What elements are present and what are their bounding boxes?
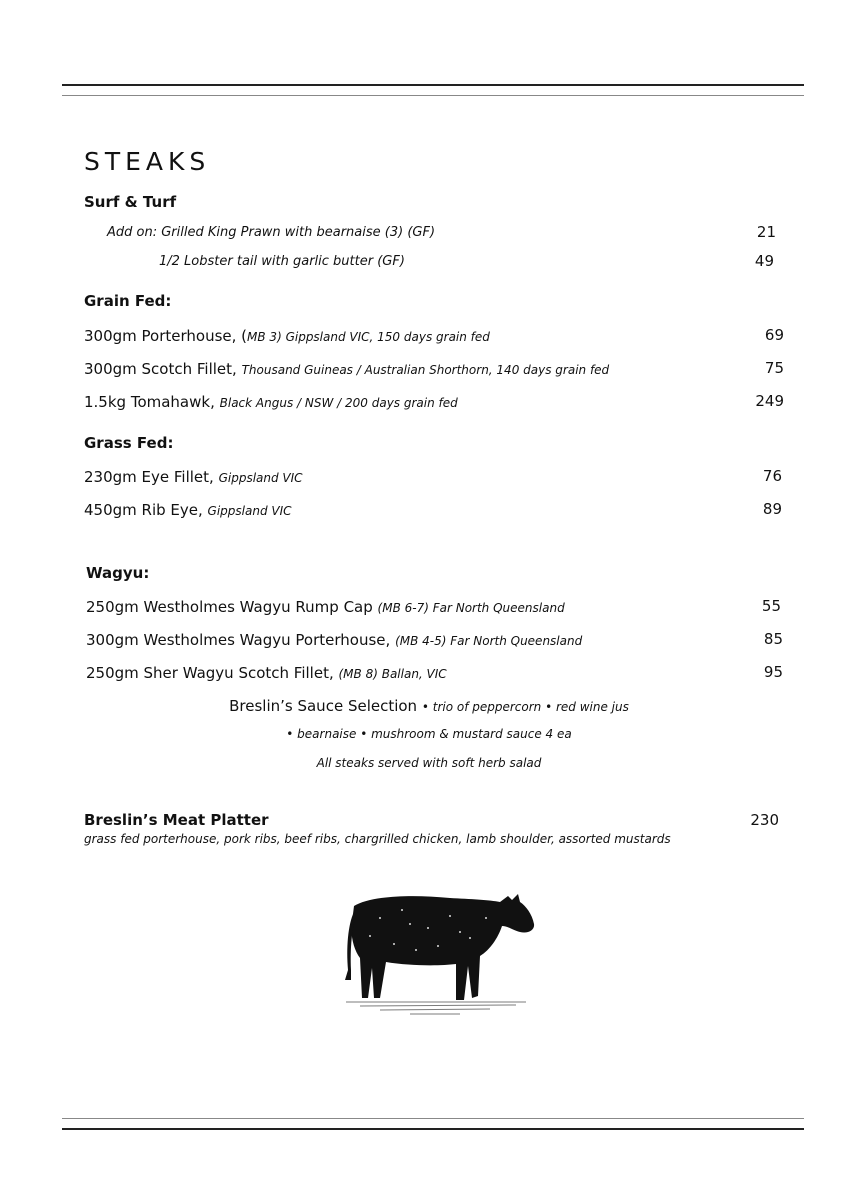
section-grain-fed: Grain Fed: bbox=[84, 292, 172, 310]
item-detail: (MB 4-5) Far North Queensland bbox=[395, 634, 583, 648]
item-detail: Black Angus / NSW / 200 days grain fed bbox=[219, 396, 458, 410]
addon-prawn-price: 21 bbox=[756, 223, 776, 241]
item-price: 76 bbox=[762, 467, 782, 485]
item-name: 300gm Porterhouse, ( bbox=[84, 327, 248, 345]
item-name: 250gm Westholmes Wagyu Rump Cap bbox=[86, 598, 378, 616]
bottom-rule-thick bbox=[62, 1128, 804, 1130]
item-price: 55 bbox=[761, 597, 781, 615]
item-detail: MB 3) Gippsland VIC, 150 days grain fed bbox=[247, 330, 490, 344]
menu-item bbox=[84, 500, 292, 519]
top-rule-thick bbox=[62, 84, 804, 86]
menu-item bbox=[86, 630, 582, 649]
item-detail: Gippsland VIC bbox=[218, 471, 303, 485]
sauce-line-1: • trio of peppercorn • red wine jus bbox=[421, 700, 629, 714]
cow-silhouette-icon bbox=[340, 888, 540, 1018]
section-wagyu: Wagyu: bbox=[86, 564, 150, 582]
platter-price: 230 bbox=[750, 811, 779, 829]
sauce-note: All steaks served with soft herb salad bbox=[316, 756, 542, 770]
sauce-line-2: • bearnaise • mushroom & mustard sauce 4 ea bbox=[286, 727, 572, 741]
section-grass-fed: Grass Fed: bbox=[84, 434, 174, 452]
item-name: 250gm Sher Wagyu Scotch Fillet, bbox=[86, 664, 339, 682]
menu-item bbox=[84, 467, 303, 486]
item-name: 450gm Rib Eye, bbox=[84, 501, 208, 519]
item-detail: Thousand Guineas / Australian Shorthorn, 140 days grain fed bbox=[241, 363, 610, 377]
top-rule-thin bbox=[62, 95, 804, 96]
addon-lobster-price: 49 bbox=[754, 252, 774, 270]
platter-detail: grass fed porterhouse, pork ribs, beef ribs, chargrilled chicken, lamb shoulder, assorted mustards bbox=[84, 832, 671, 846]
item-name: 300gm Scotch Fillet, bbox=[84, 360, 242, 378]
menu-item bbox=[86, 663, 447, 682]
sauce-selection bbox=[0, 696, 858, 715]
menu-item bbox=[84, 359, 609, 378]
item-price: 69 bbox=[764, 326, 784, 344]
item-name: 300gm Westholmes Wagyu Porterhouse, bbox=[86, 631, 396, 649]
item-detail: Gippsland VIC bbox=[207, 504, 292, 518]
item-name: 1.5kg Tomahawk, bbox=[84, 393, 220, 411]
platter-title: Breslin’s Meat Platter bbox=[84, 811, 269, 829]
item-detail: (MB 8) Ballan, VIC bbox=[338, 667, 447, 681]
bottom-rule-thin bbox=[62, 1118, 804, 1119]
menu-item bbox=[86, 597, 565, 616]
addon-prawn: Add on: Grilled King Prawn with bearnaise (3) (GF) bbox=[107, 225, 436, 240]
item-price: 85 bbox=[763, 630, 783, 648]
item-name: 230gm Eye Fillet, bbox=[84, 468, 219, 486]
menu-item bbox=[84, 326, 490, 345]
sauce-title: Breslin’s Sauce Selection bbox=[229, 697, 422, 715]
item-price: 95 bbox=[763, 663, 783, 681]
section-surf-turf: Surf & Turf bbox=[84, 193, 177, 211]
addon-lobster: 1/2 Lobster tail with garlic butter (GF) bbox=[159, 254, 405, 269]
item-price: 75 bbox=[764, 359, 784, 377]
item-price: 249 bbox=[755, 392, 784, 410]
item-detail: (MB 6-7) Far North Queensland bbox=[377, 601, 565, 615]
item-price: 89 bbox=[762, 500, 782, 518]
page-title: STEAKS bbox=[84, 147, 211, 176]
menu-item bbox=[84, 392, 458, 411]
